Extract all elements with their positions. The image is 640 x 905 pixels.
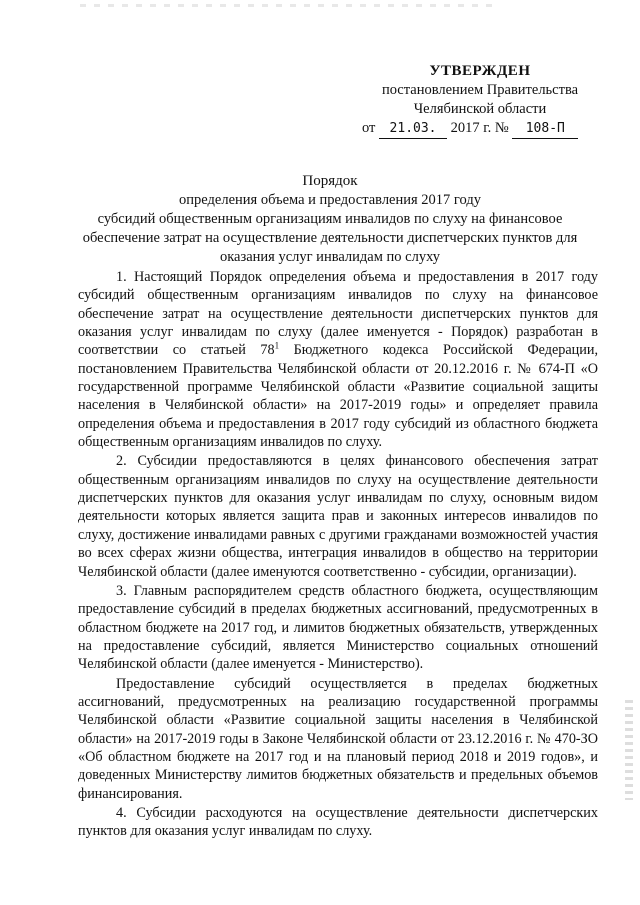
approval-line-2: Челябинской области (413, 101, 547, 117)
title-line-4: обеспечение затрат на осуществление деятельности диспетчерских пунктов для (82, 230, 578, 246)
approval-year-text: 2017 г. № (450, 120, 509, 136)
paragraph-5: 4. Субсидии расходуются на осуществление деятельности диспетчерских пунктов для оказания услуг инвалидам по слуху. (78, 804, 598, 840)
paragraph-1 (78, 268, 598, 451)
document-title (60, 172, 600, 267)
document-body (78, 268, 598, 842)
approval-stamp-block (360, 62, 600, 139)
title-line-2: определения объема и предоставления 2017 году (179, 192, 481, 208)
approval-date-row (360, 119, 600, 139)
paragraph-1-superscript: 1 (274, 340, 280, 351)
scan-artifact-side (625, 700, 633, 800)
paragraph-1-part-a: 1. Настоящий Порядок определения объема и предоставления в 2017 году субсидий общественным организациям инвалидов по слуху на финансовое обеспечение затрат на осуществление деятельности диспетчерских пунктов для оказания услуг инвалидам по слуху (далее именуется - Порядок) разработан в соответствии со статьей 78 (78, 269, 598, 359)
title-line-5: оказания услуг инвалидам по слуху (219, 249, 441, 265)
paragraph-2: 2. Субсидии предоставляются в целях финансового обеспечения затрат общественным организациям инвалидов по слуху на осуществление деятельности диспетчерских пунктов для оказания услуг инвалидам по слуху, основным видом деятельности которых является защита прав и законных интересов инвалидов по слуху, достижение инвалидами равных с другими гражданами возможностей участия во всех сферах жизни общества, интеграция инвалидов в общество на территории Челябинской области (далее именуются соответственно - субсидии, организации). (78, 453, 598, 580)
approval-title: УТВЕРЖДЕН (429, 63, 531, 79)
title-line-1: Порядок (302, 173, 358, 189)
approval-number-value: 108-П (512, 119, 578, 139)
approval-line-1: постановлением Правительства (381, 82, 579, 98)
paragraph-1-part-b: Бюджетного кодекса Российской Федерации, постановлением Правительства Челябинской области от 20.12.2016 г. № 674-П «О государственной программе Челябинской области «Развитие социальной защиты населения в Челябинской области» на 2017-2019 годы» и определяет правила определения объема и предоставления в 2017 году субсидий из областного бюджета общественным организациям инвалидов по слуху. (78, 342, 599, 451)
approval-date-prefix: от (362, 120, 376, 136)
paragraph-3: 3. Главным распорядителем средств областного бюджета, осуществляющим предоставление субсидий в пределах бюджетных ассигнований, предусмотренных в областном бюджете на 2017 год, и лимитов бюджетных обязательств, утвержденных на предоставление субсидий, является Министерство социальных отношений Челябинской области (далее именуется - Министерство). (78, 582, 598, 673)
paragraph-4: Предоставление субсидий осуществляется в пределах бюджетных ассигнований, предусмотренных на реализацию государственной программы Челябинской области «Развитие социальной защиты населения в Челябинской области» на 2017-2019 годы в Законе Челябинской области от 23.12.2016 г. № 470-ЗО «Об областном бюджете на 2017 год и на плановый период 2018 и 2019 годов», и доведенных Министерству лимитов бюджетных обязательств и предельных объемов финансирования. (78, 675, 598, 802)
title-line-3: субсидий общественным организациям инвалидов по слуху на финансовое (97, 211, 563, 227)
scan-artifact-top (80, 4, 500, 7)
approval-date-value: 21.03. (379, 119, 447, 139)
